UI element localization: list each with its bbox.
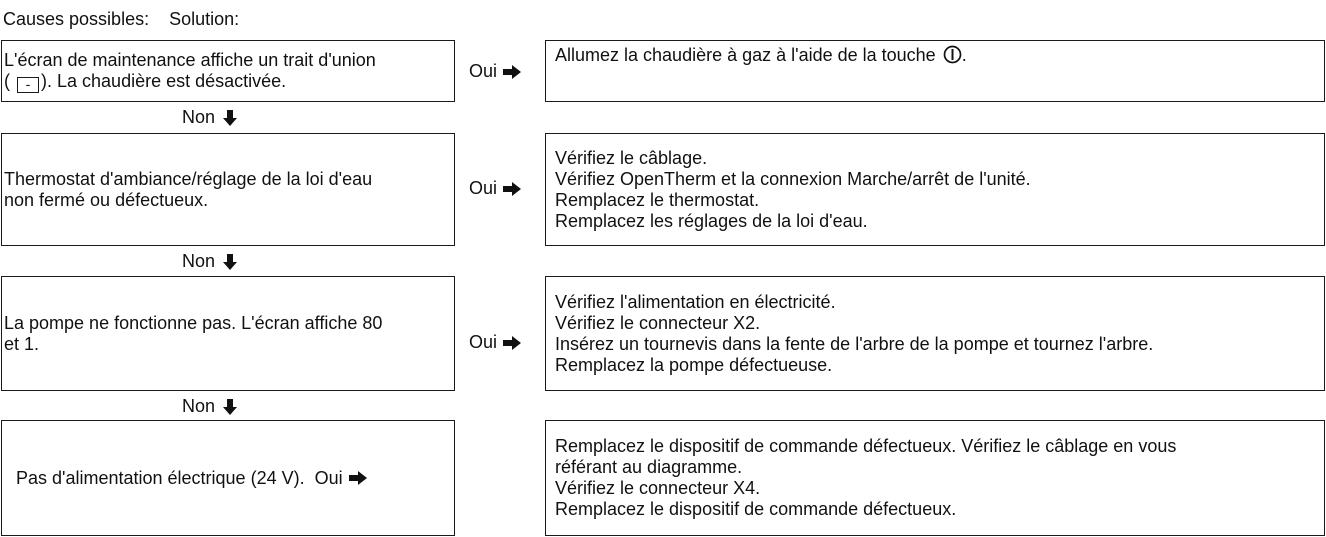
non-label: Non (182, 107, 216, 127)
arrow-down-icon (223, 399, 237, 415)
solution-line: Insérez un tournevis dans la fente de l'arbre de la pompe et tournez l'arbre. (555, 333, 1154, 354)
non-arrow-3 (182, 396, 237, 417)
cause-line: Pas d'alimentation électrique (24 V). Oui (16, 468, 454, 489)
cause-line: ( - ). La chaudière est désactivée. (4, 70, 287, 92)
solution-line: Vérifiez l'alimentation en électricité. (555, 291, 836, 312)
solution-line: Vérifiez le câblage. (555, 147, 708, 168)
oui-arrow-3 (469, 332, 521, 353)
oui-arrow-1 (469, 61, 521, 82)
solution-line: Remplacez la pompe défectueuse. (555, 354, 833, 375)
cause-box-2 (1, 133, 455, 246)
non-arrow-2 (182, 251, 237, 272)
oui-arrow-2 (469, 178, 521, 199)
oui-label: Oui (314, 467, 343, 488)
oui-label: Oui (469, 332, 498, 352)
solution-line: Vérifiez le connecteur X2. (555, 312, 761, 333)
solution-box-2 (545, 133, 1325, 246)
arrow-right-icon (349, 471, 367, 485)
causes-header: Causes possibles: (3, 9, 150, 29)
solution-line: Vérifiez le connecteur X4. (555, 478, 761, 498)
solution-box-3 (545, 276, 1325, 391)
solution-line: Remplacez le thermostat. (555, 189, 760, 210)
arrow-down-icon (223, 110, 237, 126)
power-onoff-icon (943, 45, 962, 64)
cause-box-1 (1, 40, 455, 102)
arrow-right-icon (503, 182, 521, 196)
oui-label: Oui (469, 178, 498, 198)
non-label: Non (182, 251, 216, 271)
solution-line: Remplacez le dispositif de commande défectueux. Vérifiez le câblage en vous (555, 436, 1177, 456)
header (3, 9, 239, 30)
solution-line: Vérifiez OpenTherm et la connexion Marche/arrêt de l'unité. (555, 168, 1031, 189)
arrow-right-icon (503, 336, 521, 350)
solution-line: Remplacez le dispositif de commande défectueux. (555, 499, 957, 519)
solution-header: Solution: (169, 9, 240, 29)
arrow-down-icon (223, 254, 237, 270)
oui-label: Oui (469, 61, 498, 81)
cause-line: et 1. (4, 333, 40, 354)
solution-box-4 (545, 420, 1325, 536)
cause-box-3 (1, 276, 455, 391)
solution-line: Remplacez les réglages de la loi d'eau. (555, 210, 868, 231)
solution-box-1 (545, 40, 1325, 102)
cause-line: La pompe ne fonctionne pas. L'écran affiche 80 (4, 312, 383, 333)
cause-line: L'écran de maintenance affiche un trait d'union (4, 49, 376, 70)
maintenance-display-key: - (17, 77, 39, 93)
cause-box-4 (1, 420, 455, 536)
non-label: Non (182, 396, 216, 416)
cause-line: non fermé ou défectueux. (4, 189, 209, 210)
arrow-right-icon (503, 65, 521, 79)
solution-line: Allumez la chaudière à gaz à l'aide de la touche . (555, 45, 967, 65)
cause-line: Thermostat d'ambiance/réglage de la loi d'eau (4, 168, 373, 189)
non-arrow-1 (182, 107, 237, 128)
solution-line: référant au diagramme. (555, 457, 743, 477)
